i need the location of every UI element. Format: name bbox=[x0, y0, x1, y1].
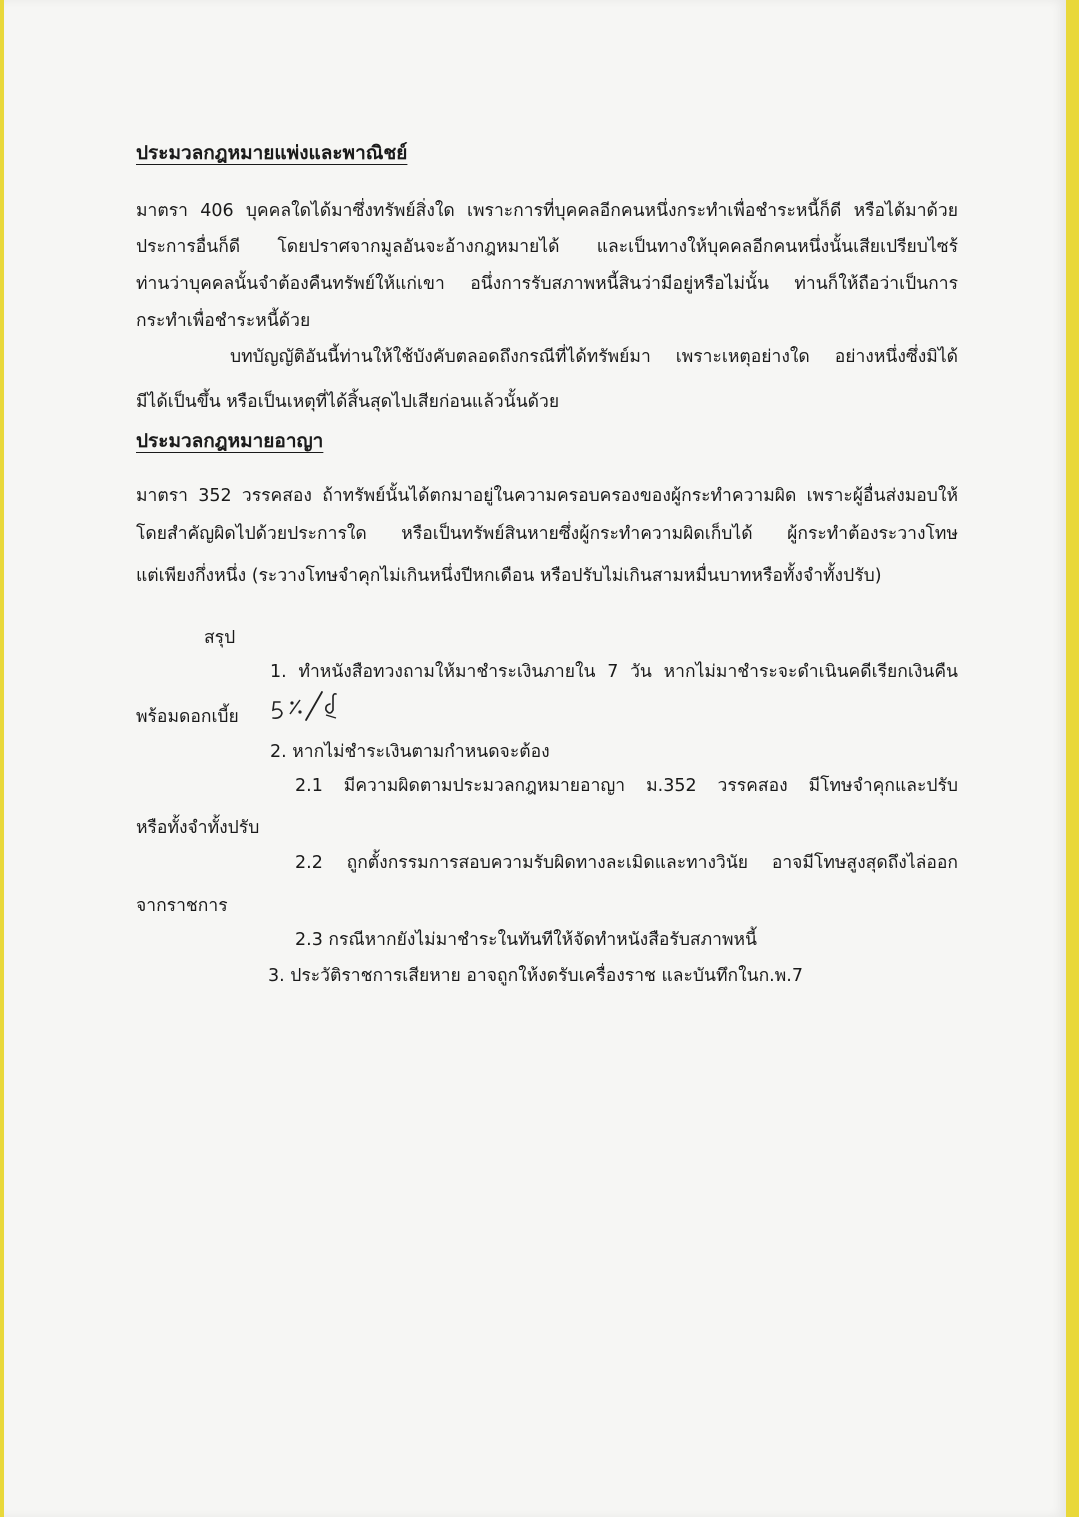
criminal-code-line: โดยสำคัญผิดไปด้วยประการใด หรือเป็นทรัพย์สินหายซึ่งผู้กระทำความผิดเก็บได้ ผู้กระทำต้องระวางโทษ bbox=[136, 524, 958, 544]
summary-item-2-1-cont: หรือทั้งจำทั้งปรับ bbox=[136, 818, 260, 838]
summary-item-2-3: 2.3 กรณีหากยังไม่มาชำระในทันทีให้จัดทำหนังสือรับสภาพหนี้ bbox=[295, 930, 758, 950]
summary-item-1: 1. ทำหนังสือทวงถามให้มาชำระเงินภายใน 7 วัน หากไม่มาชำระจะดำเนินคดีเรียกเงินคืน bbox=[270, 662, 958, 682]
civil-code-heading: ประมวลกฎหมายแพ่งและพาณิชย์ bbox=[136, 142, 408, 164]
summary-item-2-2: 2.2 ถูกตั้งกรรมการสอบความรับผิดทางละเมิดและทางวินัย อาจมีโทษสูงสุดถึงไล่ออก bbox=[295, 853, 958, 873]
civil-code-line: มาตรา 406 บุคคลใดได้มาซึ่งทรัพย์สิ่งใด เพราะการที่บุคคลอีกคนหนึ่งกระทำเพื่อชำระหนี้ก็ดี หรือได้มาด้วย bbox=[136, 201, 958, 221]
handwritten-annotation bbox=[270, 690, 350, 730]
civil-code-line: บทบัญญัติอันนี้ท่านให้ใช้บังคับตลอดถึงกรณีที่ได้ทรัพย์มา เพราะเหตุอย่างใด อย่างหนึ่งซึ่งมิได้ bbox=[230, 347, 958, 367]
summary-label: สรุป bbox=[204, 628, 236, 648]
criminal-code-heading: ประมวลกฎหมายอาญา bbox=[136, 430, 324, 452]
summary-item-2-2-cont: จากราชการ bbox=[136, 896, 228, 916]
summary-item-2: 2. หากไม่ชำระเงินตามกำหนดจะต้อง bbox=[270, 742, 550, 762]
summary-item-3: 3. ประวัติราชการเสียหาย อาจถูกให้งดรับเครื่องราช และบันทึกในก.พ.7 bbox=[268, 966, 803, 986]
civil-code-line: ท่านว่าบุคคลนั้นจำต้องคืนทรัพย์ให้แก่เขา อนึ่งการรับสภาพหนี้สินว่ามีอยู่หรือไม่นั้น ท่านก็ให้ถือว่าเป็นการ bbox=[136, 274, 958, 294]
summary-item-2-1: 2.1 มีความผิดตามประมวลกฎหมายอาญา ม.352 วรรคสอง มีโทษจำคุกและปรับ bbox=[295, 776, 958, 796]
criminal-code-line: มาตรา 352 วรรคสอง ถ้าทรัพย์นั้นได้ตกมาอยู่ในความครอบครองของผู้กระทำความผิด เพราะผู้อื่นส่งมอบให้ bbox=[136, 486, 958, 506]
civil-code-line: มีได้เป็นขึ้น หรือเป็นเหตุที่ได้สิ้นสุดไปเสียก่อนแล้วนั้นด้วย bbox=[136, 392, 560, 412]
civil-code-line: กระทำเพื่อชำระหนี้ด้วย bbox=[136, 311, 311, 331]
civil-code-line: ประการอื่นก็ดี โดยปราศจากมูลอันจะอ้างกฎหมายได้ และเป็นทางให้บุคคลอีกคนหนึ่งนั้นเสียเปรียบไซร้ bbox=[136, 237, 958, 257]
criminal-code-line: แต่เพียงกึ่งหนึ่ง (ระวางโทษจำคุกไม่เกินหนึ่งปีหกเดือน หรือปรับไม่เกินสามหมื่นบาทหรือทั้งจำทั้งปรับ) bbox=[136, 566, 882, 586]
summary-item-1-cont: พร้อมดอกเบี้ย bbox=[136, 707, 239, 727]
